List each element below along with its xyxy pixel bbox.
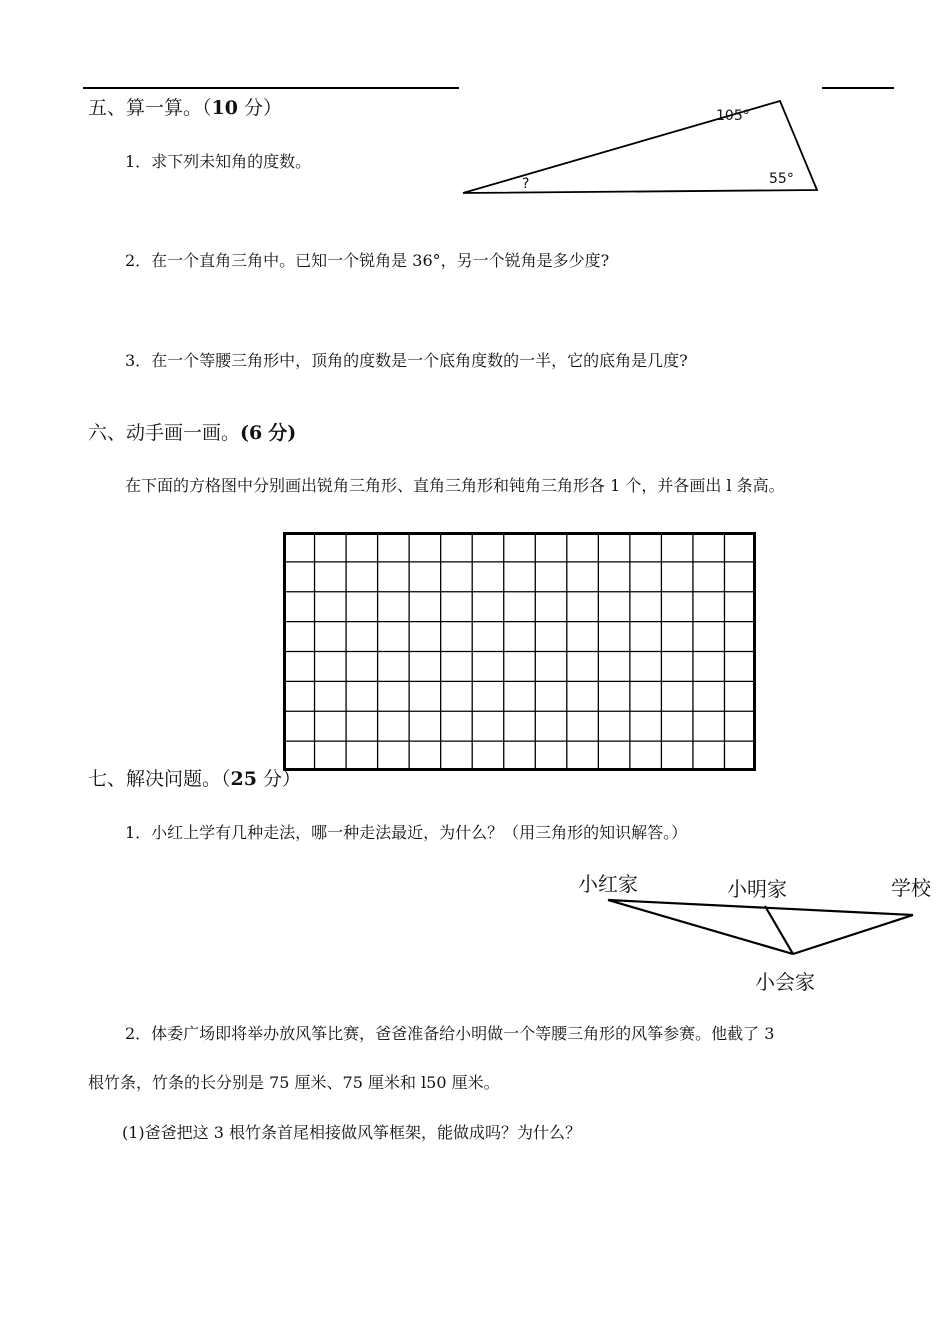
section6-score-suffix: 分) — [268, 422, 297, 444]
header-rule-right — [822, 87, 894, 89]
section5-score: 10 — [211, 97, 238, 119]
header-rule-left — [83, 87, 459, 89]
triangle-shape — [463, 101, 817, 193]
drawing-grid[interactable] — [283, 532, 756, 771]
section5-heading — [88, 99, 282, 118]
section6-heading — [88, 424, 296, 443]
section7-question-2-sub1: (1)爸爸把这 3 根竹条首尾相接做风筝框架，能做成吗？为什么？ — [122, 1123, 582, 1142]
label-school: 学校 — [891, 876, 931, 900]
angle-triangle-figure — [455, 88, 825, 200]
section5-question-3: 3．在一个等腰三角形中，顶角的度数是一个底角度数的一半，它的底角是几度? — [125, 351, 688, 370]
section5-question-1: 1．求下列未知角的度数。 — [125, 152, 312, 171]
route-map-figure — [575, 862, 940, 997]
triangle-left-angle: ? — [522, 176, 530, 192]
section7-title: 七、解决问题。（ — [88, 768, 231, 790]
section5-score-suffix: 分） — [244, 97, 283, 119]
section5-title: 五、算一算。（ — [88, 97, 212, 119]
route-hui-to-school — [793, 915, 913, 954]
label-xiaohui-home: 小会家 — [755, 970, 815, 994]
section7-score: 25 — [230, 768, 257, 790]
section7-question-1: 1．小红上学有几种走法，哪一种走法最近，为什么？（用三角形的知识解答。） — [125, 823, 688, 842]
triangle-top-angle: 105° — [716, 108, 750, 124]
grid-lines — [283, 532, 756, 771]
section7-question-2-line1: 2．体委广场即将举办放风筝比赛，爸爸准备给小明做一个等腰三角形的风筝参赛。他截了 3 — [125, 1024, 775, 1043]
section6-score: (6 — [240, 422, 263, 444]
section6-instruction: 在下面的方格图中分别画出锐角三角形、直角三角形和钝角三角形各 1 个，并各画出 l 条高。 — [125, 476, 785, 495]
label-xiaohong-home: 小红家 — [578, 872, 638, 896]
section5-question-2: 2．在一个直角三角中。已知一个锐角是 36°，另一个锐角是多少度? — [125, 251, 610, 270]
triangle-right-angle: 55° — [769, 171, 794, 187]
section6-title: 六、动手画一画。 — [88, 422, 241, 444]
section7-question-2-line2: 根竹条，竹条的长分别是 75 厘米、75 厘米和 l50 厘米。 — [88, 1073, 500, 1092]
section7-heading — [88, 770, 301, 789]
label-xiaoming-home: 小明家 — [727, 877, 787, 901]
section7-score-suffix: 分） — [263, 768, 302, 790]
